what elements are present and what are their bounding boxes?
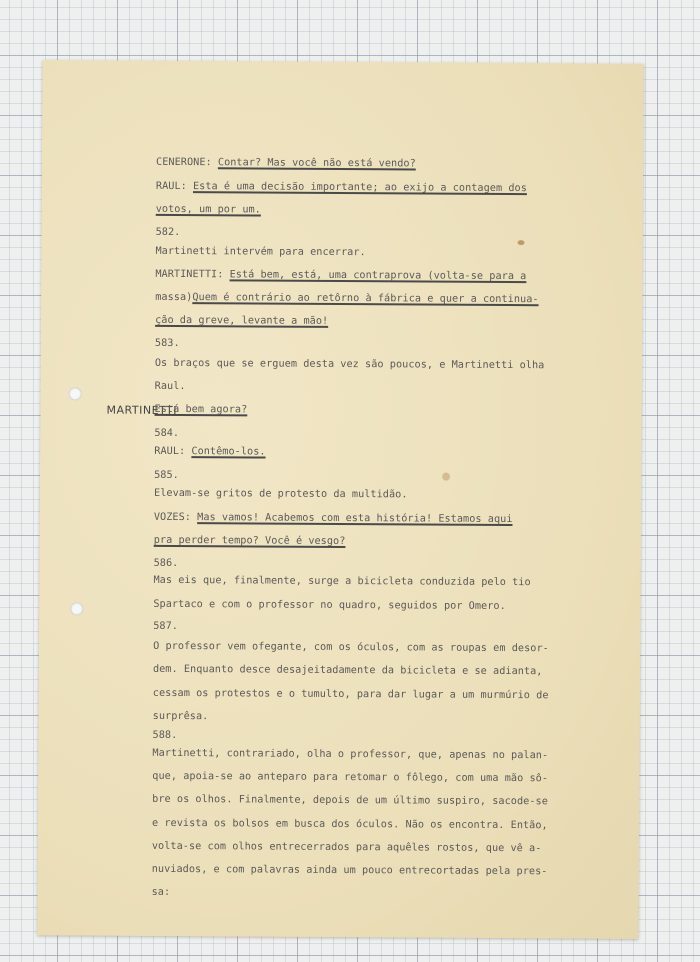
speaker-label: MARTINETTI: [155, 268, 224, 281]
text-line: O professor vem ofegante, com os óculos, com as roupas em desor- [153, 640, 549, 655]
scene-number: 588. [152, 729, 178, 742]
speaker-label: RAUL: [155, 180, 187, 193]
text-line [154, 535, 346, 548]
text-line: Mas eis que, finalmente, surge a bicicleta conduzida pelo tio [153, 574, 531, 589]
text-line [155, 292, 538, 306]
speaker-label: RAUL: [154, 445, 186, 458]
text-line: Spartaco e com o professor no quadro, seguidos por Omero. [153, 598, 506, 613]
text-line: bre os olhos. Finalmente, depois de um último suspiro, sacode-se [152, 793, 548, 808]
speaker-label: VOZES: [153, 511, 192, 524]
dialogue-text: Contar? Mas você não está vendo? [217, 157, 416, 170]
text-line: dem. Enquanto desce desajeitadamente da bicicleta e se adianta, [152, 663, 543, 678]
paper-stain [442, 473, 450, 481]
text-line [155, 269, 526, 283]
text-line: sa: [151, 886, 171, 898]
text-line [154, 446, 265, 459]
text-line: nuviados, e com palavras ainda um pouco entrecortadas pela pres- [151, 863, 548, 878]
text-line: Martinetti, contrariado, olha o professor, que, apenas no palan- [152, 747, 549, 762]
handwritten-annotation: MARTINETTI [106, 403, 178, 417]
stage-direction: massa) [155, 291, 193, 304]
scene-number: 586. [153, 557, 179, 570]
text-line: Elevam-se gritos de protesto da multidão. [154, 487, 408, 501]
text-line: e revista os bolsos em busca dos óculos. Não os encontra. Então, [151, 817, 548, 832]
dialogue-text: Contêmo-los. [191, 446, 266, 458]
text-line [155, 404, 248, 417]
punch-hole [70, 602, 83, 615]
scene-number: 582. [155, 226, 181, 239]
scene-number: 587. [153, 620, 178, 633]
dialogue-text: pra perder tempo? Você é vesgo? [153, 534, 346, 548]
text-line: surprêsa. [152, 710, 209, 723]
text-line [156, 181, 527, 195]
text-line: Martinetti intervém para encerrar. [155, 245, 366, 259]
text-line: que, apoia-se ao anteparo para retomar o fôlego, com uma mão sô- [152, 770, 549, 785]
text-line [156, 204, 261, 217]
text-line [155, 315, 328, 328]
paper-stain [518, 240, 525, 245]
text-line [156, 157, 416, 171]
scene-number: 583. [154, 337, 180, 350]
dialogue-text: Mas vamos! Acabemos com esta história! Estamos aqui [197, 512, 513, 526]
speaker-label: CENERONE: [156, 156, 212, 169]
dialogue-text: ção da greve, levante a mão! [155, 314, 329, 327]
typescript-page [37, 60, 643, 939]
text-line: volta-se com olhos entrecerrados para aquêles rostos, que vê a- [151, 840, 542, 855]
scene-number: 584. [154, 427, 180, 440]
text-line: cessam os protestos e o tumulto, para dar lugar a um murmúrio de [152, 687, 549, 702]
punch-hole [69, 387, 82, 400]
dialogue-text: Está bem, está, uma contraprova (volta-se para a [229, 269, 527, 283]
dialogue-text: votos, um por um. [155, 203, 261, 216]
dialogue-text: Esta é uma decisão importante; ao exijo a contagem dos [192, 181, 527, 195]
text-line [154, 512, 513, 526]
dialogue-text: Quem é contrário ao retôrno à fábrica e quer a continua- [192, 292, 539, 306]
text-line: Raul. [154, 380, 186, 393]
text-line: Os braços que se erguem desta vez são poucos, e Martinetti olha [154, 357, 545, 372]
scene-number: 585. [154, 469, 179, 482]
typed-text-body [151, 61, 627, 898]
dialogue-text: Está bem agora? [154, 403, 248, 416]
